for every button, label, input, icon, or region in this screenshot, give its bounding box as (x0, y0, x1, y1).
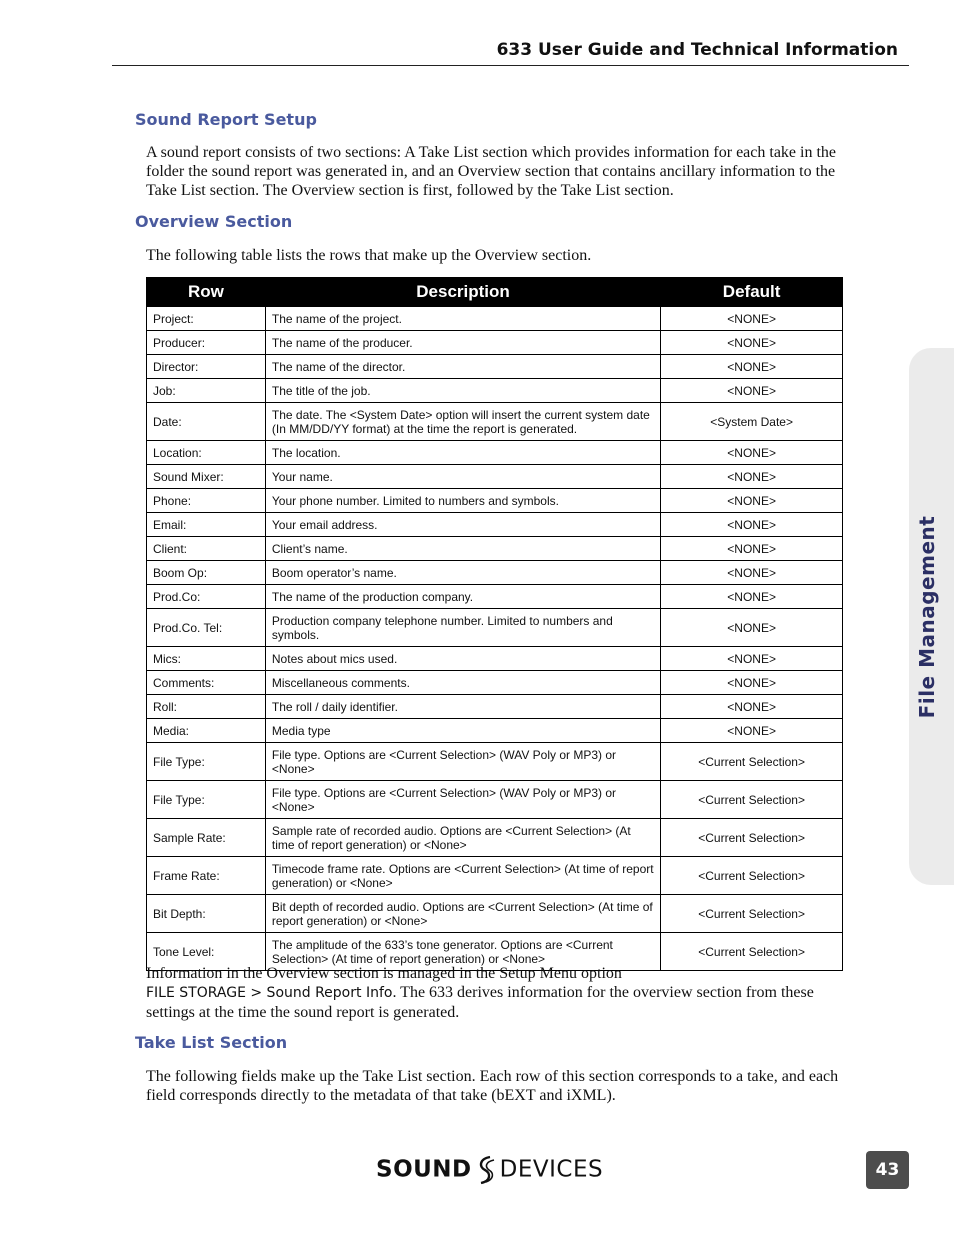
row-description: The amplitude of the 633’s tone generator. Options are <Current Selection> (At time of report generation) or <None> (265, 933, 660, 971)
row-description: Media type (265, 719, 660, 743)
running-header-title: 633 User Guide and Technical Information (496, 40, 898, 60)
row-description: The title of the job. (265, 379, 660, 403)
row-default: <NONE> (661, 537, 843, 561)
table-row (147, 355, 843, 379)
table-row (147, 647, 843, 671)
table-row (147, 743, 843, 781)
row-description: The date. The <System Date> option will insert the current system date (In MM/DD/YY format) at the time the report is generated. (265, 403, 660, 441)
row-name: Phone: (147, 489, 266, 513)
table-row (147, 379, 843, 403)
row-default: <NONE> (661, 671, 843, 695)
table-row (147, 609, 843, 647)
section-heading-take-list: Take List Section (135, 1033, 288, 1052)
row-default: <NONE> (661, 489, 843, 513)
row-default: <NONE> (661, 355, 843, 379)
logo-text-light: DEVICES (499, 1156, 604, 1183)
overview-after-text-1: Information in the Overview section is managed in the Setup Menu option (146, 965, 622, 982)
row-description: Notes about mics used. (265, 647, 660, 671)
table-row (147, 489, 843, 513)
row-description: The location. (265, 441, 660, 465)
table-row (147, 857, 843, 895)
table-row (147, 465, 843, 489)
row-name: Mics: (147, 647, 266, 671)
row-default: <NONE> (661, 609, 843, 647)
row-name: Email: (147, 513, 266, 537)
row-default: <Current Selection> (661, 933, 843, 971)
row-description: Your name. (265, 465, 660, 489)
table-row (147, 895, 843, 933)
row-description: The name of the project. (265, 307, 660, 331)
row-default: <Current Selection> (661, 895, 843, 933)
table-row (147, 331, 843, 355)
overview-after-paragraph (146, 964, 846, 1022)
row-default: <NONE> (661, 379, 843, 403)
row-name: File Type: (147, 743, 266, 781)
table-row (147, 561, 843, 585)
row-name: Frame Rate: (147, 857, 266, 895)
row-description: Your email address. (265, 513, 660, 537)
row-default: <NONE> (661, 307, 843, 331)
row-description: Sample rate of recorded audio. Options are <Current Selection> (At time of report generation) or <None> (265, 819, 660, 857)
table-row (147, 781, 843, 819)
row-default: <NONE> (661, 513, 843, 537)
row-name: Comments: (147, 671, 266, 695)
row-description: File type. Options are <Current Selection> (WAV Poly or MP3) or <None> (265, 781, 660, 819)
row-description: Bit depth of recorded audio. Options are <Current Selection> (At time of report generation) or <None> (265, 895, 660, 933)
section-heading-overview: Overview Section (135, 212, 293, 231)
table-row (147, 585, 843, 609)
row-default: <Current Selection> (661, 857, 843, 895)
row-default: <NONE> (661, 465, 843, 489)
row-name: Tone Level: (147, 933, 266, 971)
table-row (147, 695, 843, 719)
row-name: Client: (147, 537, 266, 561)
table-row (147, 819, 843, 857)
row-default: <Current Selection> (661, 781, 843, 819)
table-row (147, 441, 843, 465)
sound-report-setup-paragraph: A sound report consists of two sections: A Take List section which provides information for each take in the folder the sound report was generated in, and an Overview section that contains ancillary information to the Take List section. The Overview section is first, followed by the Take List section. (146, 144, 837, 199)
menu-path-text: FILE STORAGE > Sound Report Info (146, 985, 393, 1001)
row-name: Producer: (147, 331, 266, 355)
table-row (147, 537, 843, 561)
row-default: <NONE> (661, 647, 843, 671)
row-default: <Current Selection> (661, 743, 843, 781)
take-list-paragraph: The following fields make up the Take List section. Each row of this section corresponds to a take, and each field corresponds directly to the metadata of that take (bEXT and iXML). (146, 1068, 839, 1104)
overview-table (146, 277, 843, 971)
row-default: <NONE> (661, 695, 843, 719)
table-row (147, 719, 843, 743)
row-description: Timecode frame rate. Options are <Current Selection> (At time of report generation) or <None> (265, 857, 660, 895)
sound-devices-logo (376, 1155, 603, 1185)
row-default: <NONE> (661, 585, 843, 609)
row-name: Bit Depth: (147, 895, 266, 933)
row-default: <NONE> (661, 441, 843, 465)
row-name: Project: (147, 307, 266, 331)
side-tab-label: File Management (915, 515, 939, 719)
row-name: Job: (147, 379, 266, 403)
row-name: Sample Rate: (147, 819, 266, 857)
row-name: Prod.Co: (147, 585, 266, 609)
row-name: File Type: (147, 781, 266, 819)
table-row (147, 307, 843, 331)
row-description: The roll / daily identifier. (265, 695, 660, 719)
page-number-badge: 43 (866, 1151, 909, 1189)
row-default: <NONE> (661, 561, 843, 585)
row-description: Client’s name. (265, 537, 660, 561)
row-description: Your phone number. Limited to numbers and symbols. (265, 489, 660, 513)
row-default: <Current Selection> (661, 819, 843, 857)
logo-text-bold: SOUND (376, 1156, 472, 1183)
column-header-default: Default (661, 278, 843, 307)
header-rule (112, 65, 909, 66)
row-description: The name of the director. (265, 355, 660, 379)
row-description: The name of the production company. (265, 585, 660, 609)
table-row (147, 513, 843, 537)
row-description: Boom operator’s name. (265, 561, 660, 585)
row-name: Prod.Co. Tel: (147, 609, 266, 647)
column-header-row: Row (147, 278, 266, 307)
row-name: Boom Op: (147, 561, 266, 585)
table-header-row (147, 278, 843, 307)
row-description: Production company telephone number. Limited to numbers and symbols. (265, 609, 660, 647)
overview-after-text-2: . The 633 derives information for the overview section from these settings at the time the sound report is generated. (146, 984, 814, 1021)
row-default: <NONE> (661, 331, 843, 355)
column-header-description: Description (265, 278, 660, 307)
row-name: Director: (147, 355, 266, 379)
table-row (147, 403, 843, 441)
row-default: <System Date> (661, 403, 843, 441)
overview-intro-paragraph: The following table lists the rows that make up the Overview section. (146, 247, 592, 264)
logo-swirl-icon (473, 1155, 499, 1185)
row-name: Roll: (147, 695, 266, 719)
row-name: Media: (147, 719, 266, 743)
row-name: Location: (147, 441, 266, 465)
row-default: <NONE> (661, 719, 843, 743)
row-name: Sound Mixer: (147, 465, 266, 489)
row-description: File type. Options are <Current Selection> (WAV Poly or MP3) or <None> (265, 743, 660, 781)
row-description: Miscellaneous comments. (265, 671, 660, 695)
section-heading-sound-report-setup: Sound Report Setup (135, 110, 317, 129)
row-description: The name of the producer. (265, 331, 660, 355)
row-name: Date: (147, 403, 266, 441)
table-row (147, 671, 843, 695)
